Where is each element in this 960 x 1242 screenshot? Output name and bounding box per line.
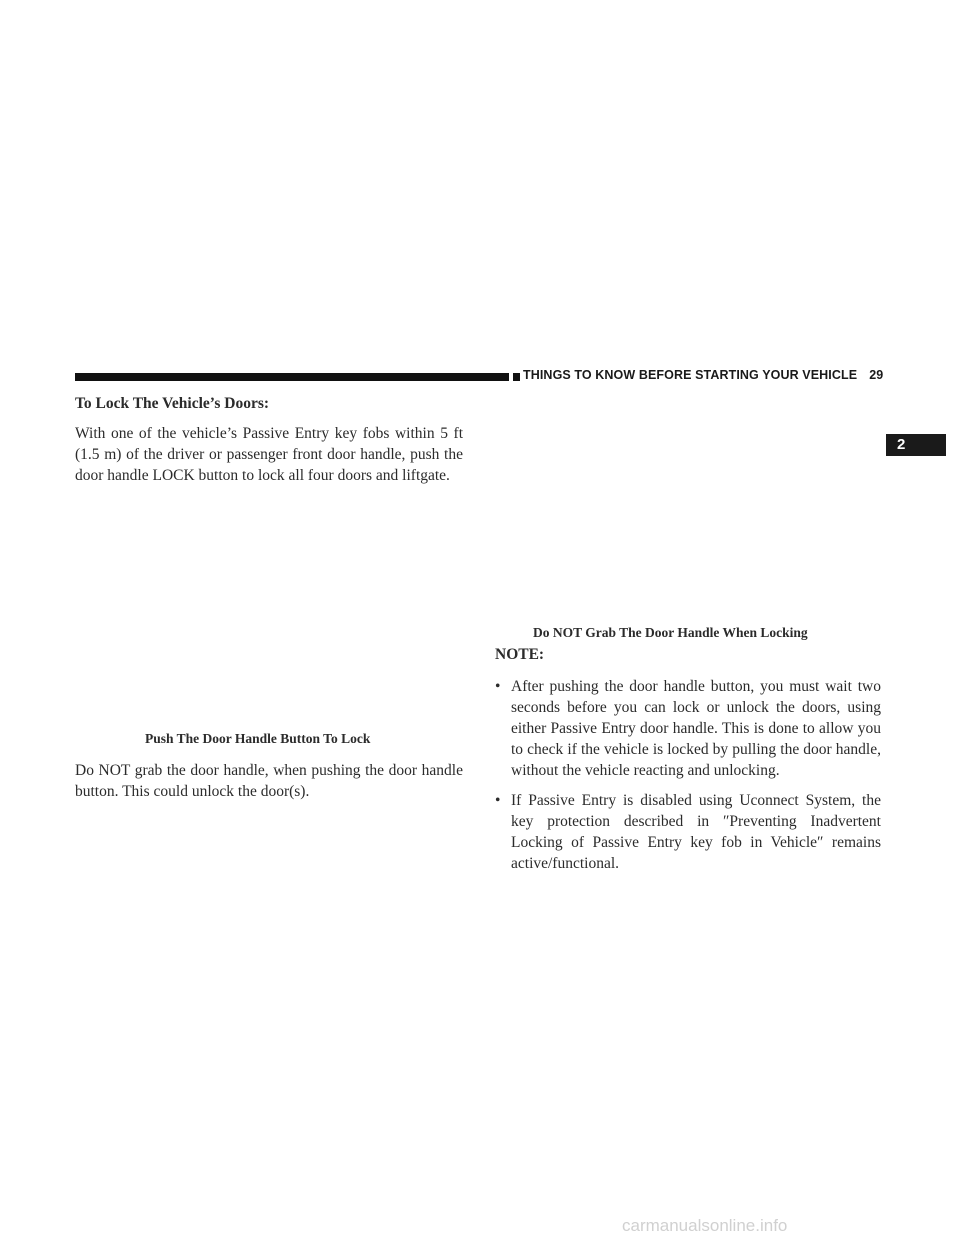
header-rule-end bbox=[513, 373, 520, 381]
bullet-marker: • bbox=[495, 678, 501, 695]
figure-caption-do-not-grab: Do NOT Grab The Door Handle When Locking bbox=[533, 625, 808, 640]
note-bullet-list bbox=[495, 676, 881, 883]
header-rule bbox=[75, 373, 509, 381]
note-label: NOTE: bbox=[495, 646, 545, 663]
bullet-marker: • bbox=[495, 792, 501, 809]
running-head bbox=[523, 368, 883, 382]
figure-caption-push-button: Push The Door Handle Button To Lock bbox=[145, 731, 371, 746]
note-bullet-text: If Passive Entry is disabled using Uconnect System, the key protection described in ″Preventing Inadvertent Locking of Passive Entry key fob in Vehicle″ remains active/functional. bbox=[511, 792, 881, 872]
note-bullet-item bbox=[495, 790, 881, 874]
watermark-text: carmanualsonline.info bbox=[622, 1216, 788, 1235]
running-head-title: THINGS TO KNOW BEFORE STARTING YOUR VEHICLE bbox=[523, 368, 858, 382]
warning-paragraph: Do NOT grab the door handle, when pushing the door handle button. This could unlock the door(s). bbox=[75, 762, 463, 800]
note-bullet-text: After pushing the door handle button, you must wait two seconds before you can lock or unlock the doors, using either Passive Entry door handle. This is done to allow you to check if the vehicle is locked by pulling the door handle, without the vehicle reacting and unlocking. bbox=[511, 678, 881, 779]
lock-instructions-paragraph: With one of the vehicle’s Passive Entry key fobs within 5 ft (1.5 m) of the driver or passenger front door handle, push the door handle LOCK button to lock all four doors and liftgate. bbox=[75, 425, 463, 484]
page-number: 29 bbox=[869, 368, 884, 382]
note-bullet-item bbox=[495, 676, 881, 781]
chapter-tab[interactable]: 2 bbox=[886, 434, 946, 456]
section-subheading: To Lock The Vehicle’s Doors: bbox=[75, 395, 270, 412]
